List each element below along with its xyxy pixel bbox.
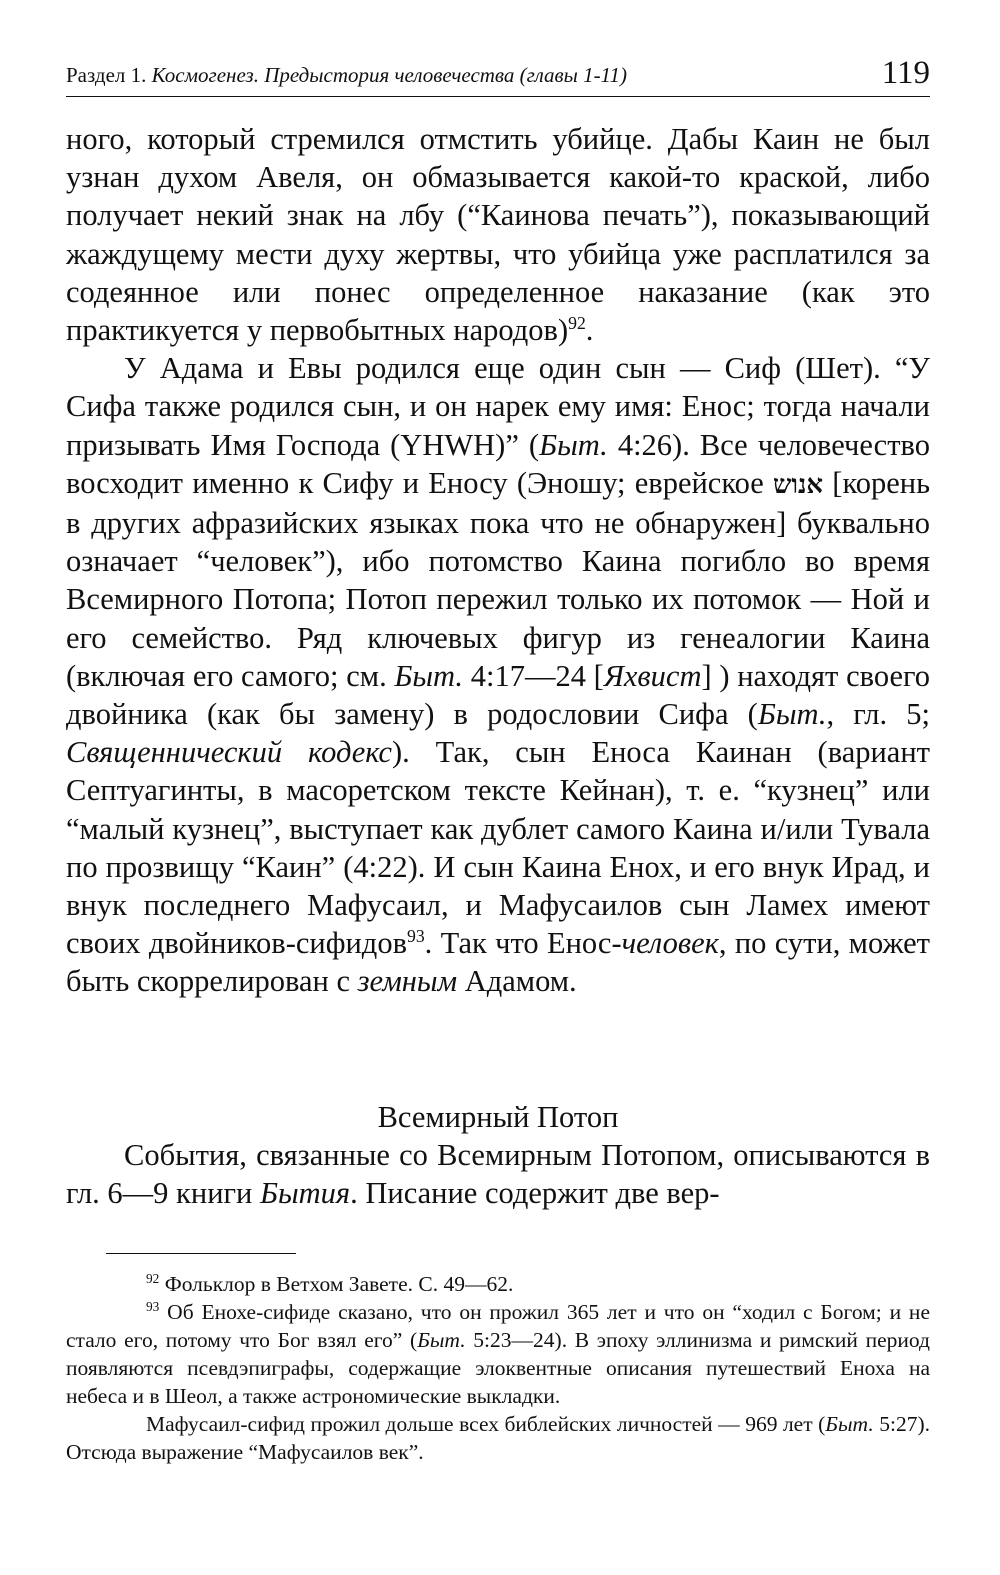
- paragraph-2: У Адама и Евы родился еще один сын — Сиф (Шет). “У Сифа также родился сын, и он нарек ему имя: Енос; тогда начали призывать Имя Господа (YHWH)” (Быт. 4:26). Все человечество восходит именно к Сифу и Еносу (Эношу; еврейское אנוש [корень в других афразийских языках пока что не обнаружен] буквально означает “человек”), ибо потомство Каина погибло во время Всемирного Потопа; Потоп пережил только их потомок — Ной и его семейство. Ряд ключевых фигур из генеалогии Каина (включая его самого; см. Быт. 4:17—24 [Яхвист] ) находят своего двойника (как бы замену) в родословии Сифа (Быт., гл. 5; Священнический кодекс). Так, сын Еноса Каинан (вариант Септуагинты, в масоретском тексте Кейнан), т. е. “кузнец” или “малый кузнец”, выступает как дублет самого Каина и/или Тувала по прозвищу “Каин” (4:22). И сын Каина Енох, и его внук Ирад, и внук последнего Мафусаил, и Мафусаилов сын Ламех имеют своих двойников-сифидов$^{93}$. Так что Енос-человек, по сути, может быть скоррелирован с земным Адамом.: [66, 351, 931, 999]
- running-head-title: [66, 63, 627, 88]
- paragraph-1: ного, который стремился отмстить убийце. Дабы Каин не был узнан духом Авеля, он обмазывается какой-то краской, либо получает некий знак на лбу (“Каинова печать”), показывающий жаждущему мести духу жертвы, что убийца уже расплатился за содеянное или понес определенное наказание (как это практикуется у первобытных народов)$^{92}$.: [66, 122, 930, 348]
- footnote-93: $^{93}$ Об Енохе-сифиде сказано, что он прожил 365 лет и что он “ходил с Богом; и не стало его, потому что Бог взял его” (Быт. 5:23—24). В эпоху эллинизма и римский период появляются псевдэпиграфы, содержащие элоквентные описания путешествий Еноха на небеса и в Шеол, а также астрономические выкладки.: [66, 1298, 930, 1409]
- footnote-93-continued: Мафусаил-сифид прожил дольше всех библейских личностей — 969 лет (Быт. 5:27). Отсюда выражение “Мафусаилов век”.: [66, 1412, 930, 1465]
- footnotes: [66, 1270, 930, 1466]
- footnote-92: $^{92}$ Фольклор в Ветхом Завете. С. 49—62.: [146, 1270, 514, 1297]
- hebrew-word: אנוש: [773, 469, 824, 500]
- section-paragraph: События, связанные со Всемирным Потопом, описываются в гл. 6—9 книги Бытия. Писание содержит две вер-: [66, 1137, 930, 1210]
- footnote-ref-92[interactable]: 92: [568, 312, 586, 333]
- page-number: 119: [881, 55, 930, 91]
- running-head: [66, 48, 930, 97]
- main-text: [66, 120, 930, 1212]
- footnote-ref-93[interactable]: 93: [406, 926, 425, 947]
- chapter-title: Космогенез. Предыстория человечества (главы 1-11): [151, 63, 627, 87]
- footnote-divider: [106, 1253, 296, 1254]
- section-heading: Всемирный Потоп: [377, 1099, 619, 1134]
- book-page: [66, 48, 930, 1548]
- section-label: Раздел 1.: [66, 63, 147, 87]
